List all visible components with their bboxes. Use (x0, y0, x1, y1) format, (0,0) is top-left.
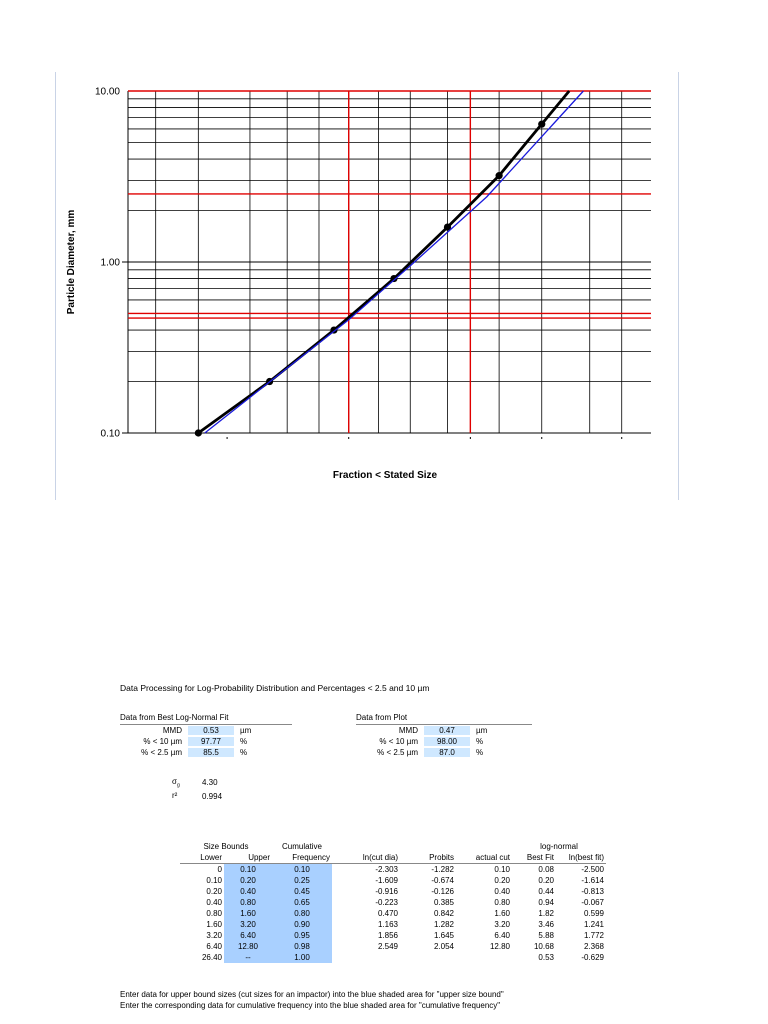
kv-unit: µm (476, 726, 488, 735)
table-cell: -0.223 (375, 898, 398, 907)
table-cell: -2.303 (375, 865, 398, 874)
table-cell[interactable]: 1.00 (272, 952, 332, 963)
table-cell: 0.599 (583, 909, 604, 918)
table-cell: -0.674 (431, 876, 454, 885)
table-cell: 0.10 (206, 876, 222, 885)
table-cell: 1.60 (206, 920, 222, 929)
table-cell: 6.40 (206, 942, 222, 951)
table-cell[interactable]: 0.90 (272, 919, 332, 930)
table-cell: 1.645 (433, 931, 454, 940)
table-cell[interactable]: 0.45 (272, 886, 332, 897)
table-row (180, 941, 606, 952)
table-cell: 0.385 (433, 898, 454, 907)
frame-right-border (678, 72, 679, 500)
table-cell: -0.916 (375, 887, 398, 896)
kv-row (120, 737, 247, 746)
table-cell[interactable]: 0.40 (224, 886, 272, 897)
table-cell: 2.054 (433, 942, 454, 951)
size-bounds-table (180, 841, 606, 963)
group-header-log-normal: log-normal (540, 842, 578, 851)
kv-value[interactable]: 85.5 (188, 748, 234, 757)
plot-divider (356, 724, 532, 725)
fit-divider (120, 724, 292, 725)
table-cell: 2.549 (377, 942, 398, 951)
table-header-row (180, 852, 606, 864)
kv-label: % < 2.5 µm (141, 748, 182, 757)
table-cell: 3.46 (538, 920, 554, 929)
table-cell[interactable]: 0.20 (224, 875, 272, 886)
table-cell: 1.163 (377, 920, 398, 929)
kv-unit: % (240, 748, 248, 757)
table-row (180, 864, 606, 876)
table-cell: 0 (217, 865, 222, 874)
table-cell: -0.629 (581, 953, 604, 962)
table-cell: -0.126 (431, 887, 454, 896)
group-header-cumulative: Cumulative (281, 842, 322, 851)
column-header: Lower (180, 852, 224, 864)
kv-unit: µm (240, 726, 252, 735)
x-axis-label: Fraction < Stated Size (332, 470, 438, 481)
table-cell[interactable]: 3.20 (224, 919, 272, 930)
section-title: Data Processing for Log-Probability Distribution and Percentages < 2.5 and 10 µm (120, 683, 430, 693)
frame-left-border (55, 72, 56, 500)
fit-heading: Data from Best Log-Normal Fit (120, 713, 229, 722)
y-axis-label: Particle Diameter, mm (66, 209, 77, 315)
table-cell: 0.53 (538, 953, 554, 962)
kv-value[interactable]: 87.0 (424, 748, 470, 757)
y-tick-label: 10.00 (94, 86, 120, 98)
table-cell: 0.20 (206, 887, 222, 896)
column-header: ln(cut dia) (332, 852, 400, 864)
table-cell: -1.614 (581, 876, 604, 885)
table-cell: 26.40 (201, 953, 222, 962)
table-row (180, 930, 606, 941)
table-cell: -0.067 (581, 898, 604, 907)
kv-row (120, 726, 251, 735)
data-point (538, 121, 545, 128)
table-cell: 5.88 (538, 931, 554, 940)
column-header: Upper (224, 852, 272, 864)
table-cell: 0.80 (206, 909, 222, 918)
table-cell[interactable]: 12.80 (224, 941, 272, 952)
table-cell[interactable]: 0.95 (272, 930, 332, 941)
tick-labels (95, 87, 622, 440)
table-cell[interactable]: 6.40 (224, 930, 272, 941)
table-cell[interactable]: 0.65 (272, 897, 332, 908)
table-cell: 0.470 (377, 909, 398, 918)
table-cell: 3.20 (494, 920, 510, 929)
data-point (195, 429, 202, 436)
table-cell: 0.20 (494, 876, 510, 885)
r2-value: 0.994 (202, 792, 223, 801)
table-cell: 0.842 (433, 909, 454, 918)
table-cell: 1.82 (538, 909, 554, 918)
table-cell: 0.80 (494, 898, 510, 907)
instruction-note-1: Enter data for upper bound sizes (cut sizes for an impactor) into the blue shaded area for "upper size bound" (120, 990, 504, 999)
kv-unit: % (240, 737, 248, 746)
table-row (180, 875, 606, 886)
table-cell[interactable]: 0.80 (224, 897, 272, 908)
table-cell: 6.40 (494, 931, 510, 940)
table-cell: -0.813 (581, 887, 604, 896)
table-cell: -1.609 (375, 876, 398, 885)
table-cell: 12.80 (489, 942, 510, 951)
plot-heading: Data from Plot (356, 713, 408, 722)
sigma-label: $\sigma_g$ (172, 777, 180, 789)
table-cell[interactable]: -- (224, 952, 272, 963)
instruction-note-2: Enter the corresponding data for cumulative frequency into the blue shaded area for "cumulative frequency" (120, 1001, 501, 1010)
table-row (180, 897, 606, 908)
column-header: Frequency (272, 852, 332, 864)
kv-value[interactable]: 97.77 (188, 737, 234, 746)
table-cell: 1.772 (583, 931, 604, 940)
table-cell[interactable]: 0.25 (272, 875, 332, 886)
table-cell: 0.20 (538, 876, 554, 885)
table-cell: 0.40 (494, 887, 510, 896)
table-cell: 0.94 (538, 898, 554, 907)
table-cell: -1.282 (431, 865, 454, 874)
sigma-value: 4.30 (202, 778, 218, 787)
kv-row (356, 726, 487, 735)
table-cell (400, 952, 456, 963)
column-header: Best Fit (512, 852, 556, 864)
column-header: Probits (400, 852, 456, 864)
table-cell[interactable]: 0.10 (224, 864, 272, 876)
kv-label: MMD (162, 726, 182, 735)
minor-horizontal-grid (128, 99, 651, 382)
table-cell: 1.241 (583, 920, 604, 929)
table-cell: 10.68 (533, 942, 554, 951)
table-cell: 0.10 (494, 865, 510, 874)
kv-row (356, 737, 483, 746)
table-cell[interactable]: 0.98 (272, 941, 332, 952)
kv-label: % < 10 µm (143, 737, 182, 746)
data-point (496, 172, 503, 179)
kv-label: % < 10 µm (379, 737, 418, 746)
kv-row (356, 748, 483, 757)
table-cell: 1.60 (494, 909, 510, 918)
y-tick-label: 1.00 (100, 257, 120, 269)
table-cell: 0.44 (538, 887, 554, 896)
column-header: ln(best fit) (556, 852, 606, 864)
kv-row (120, 748, 247, 757)
kv-unit: % (476, 737, 484, 746)
table-row (180, 952, 606, 963)
kv-value[interactable]: 0.53 (188, 726, 234, 735)
table-row (180, 919, 606, 930)
kv-unit: % (476, 748, 484, 757)
table-cell: 1.856 (377, 931, 398, 940)
table-row (180, 886, 606, 897)
table-cell: 0.40 (206, 898, 222, 907)
y-tick-label: 0.10 (100, 428, 120, 440)
table-cell[interactable]: 0.10 (272, 864, 332, 876)
table-row (180, 908, 606, 919)
table-cell (456, 952, 512, 963)
table-cell: 0.08 (538, 865, 554, 874)
table-cell: 1.282 (433, 920, 454, 929)
table-cell: 3.20 (206, 931, 222, 940)
table-cell[interactable]: 0.80 (272, 908, 332, 919)
kv-label: % < 2.5 µm (377, 748, 418, 757)
table-cell: 2.368 (583, 942, 604, 951)
table-cell: -2.500 (581, 865, 604, 874)
column-header: actual cut (456, 852, 512, 864)
r2-label: r² (172, 791, 178, 800)
kv-value[interactable]: 98.00 (424, 737, 470, 746)
group-header-size-bounds: Size Bounds (203, 842, 249, 851)
table-cell (332, 952, 400, 963)
kv-label: MMD (398, 726, 418, 735)
table-cell[interactable]: 1.60 (224, 908, 272, 919)
kv-value[interactable]: 0.47 (424, 726, 470, 735)
